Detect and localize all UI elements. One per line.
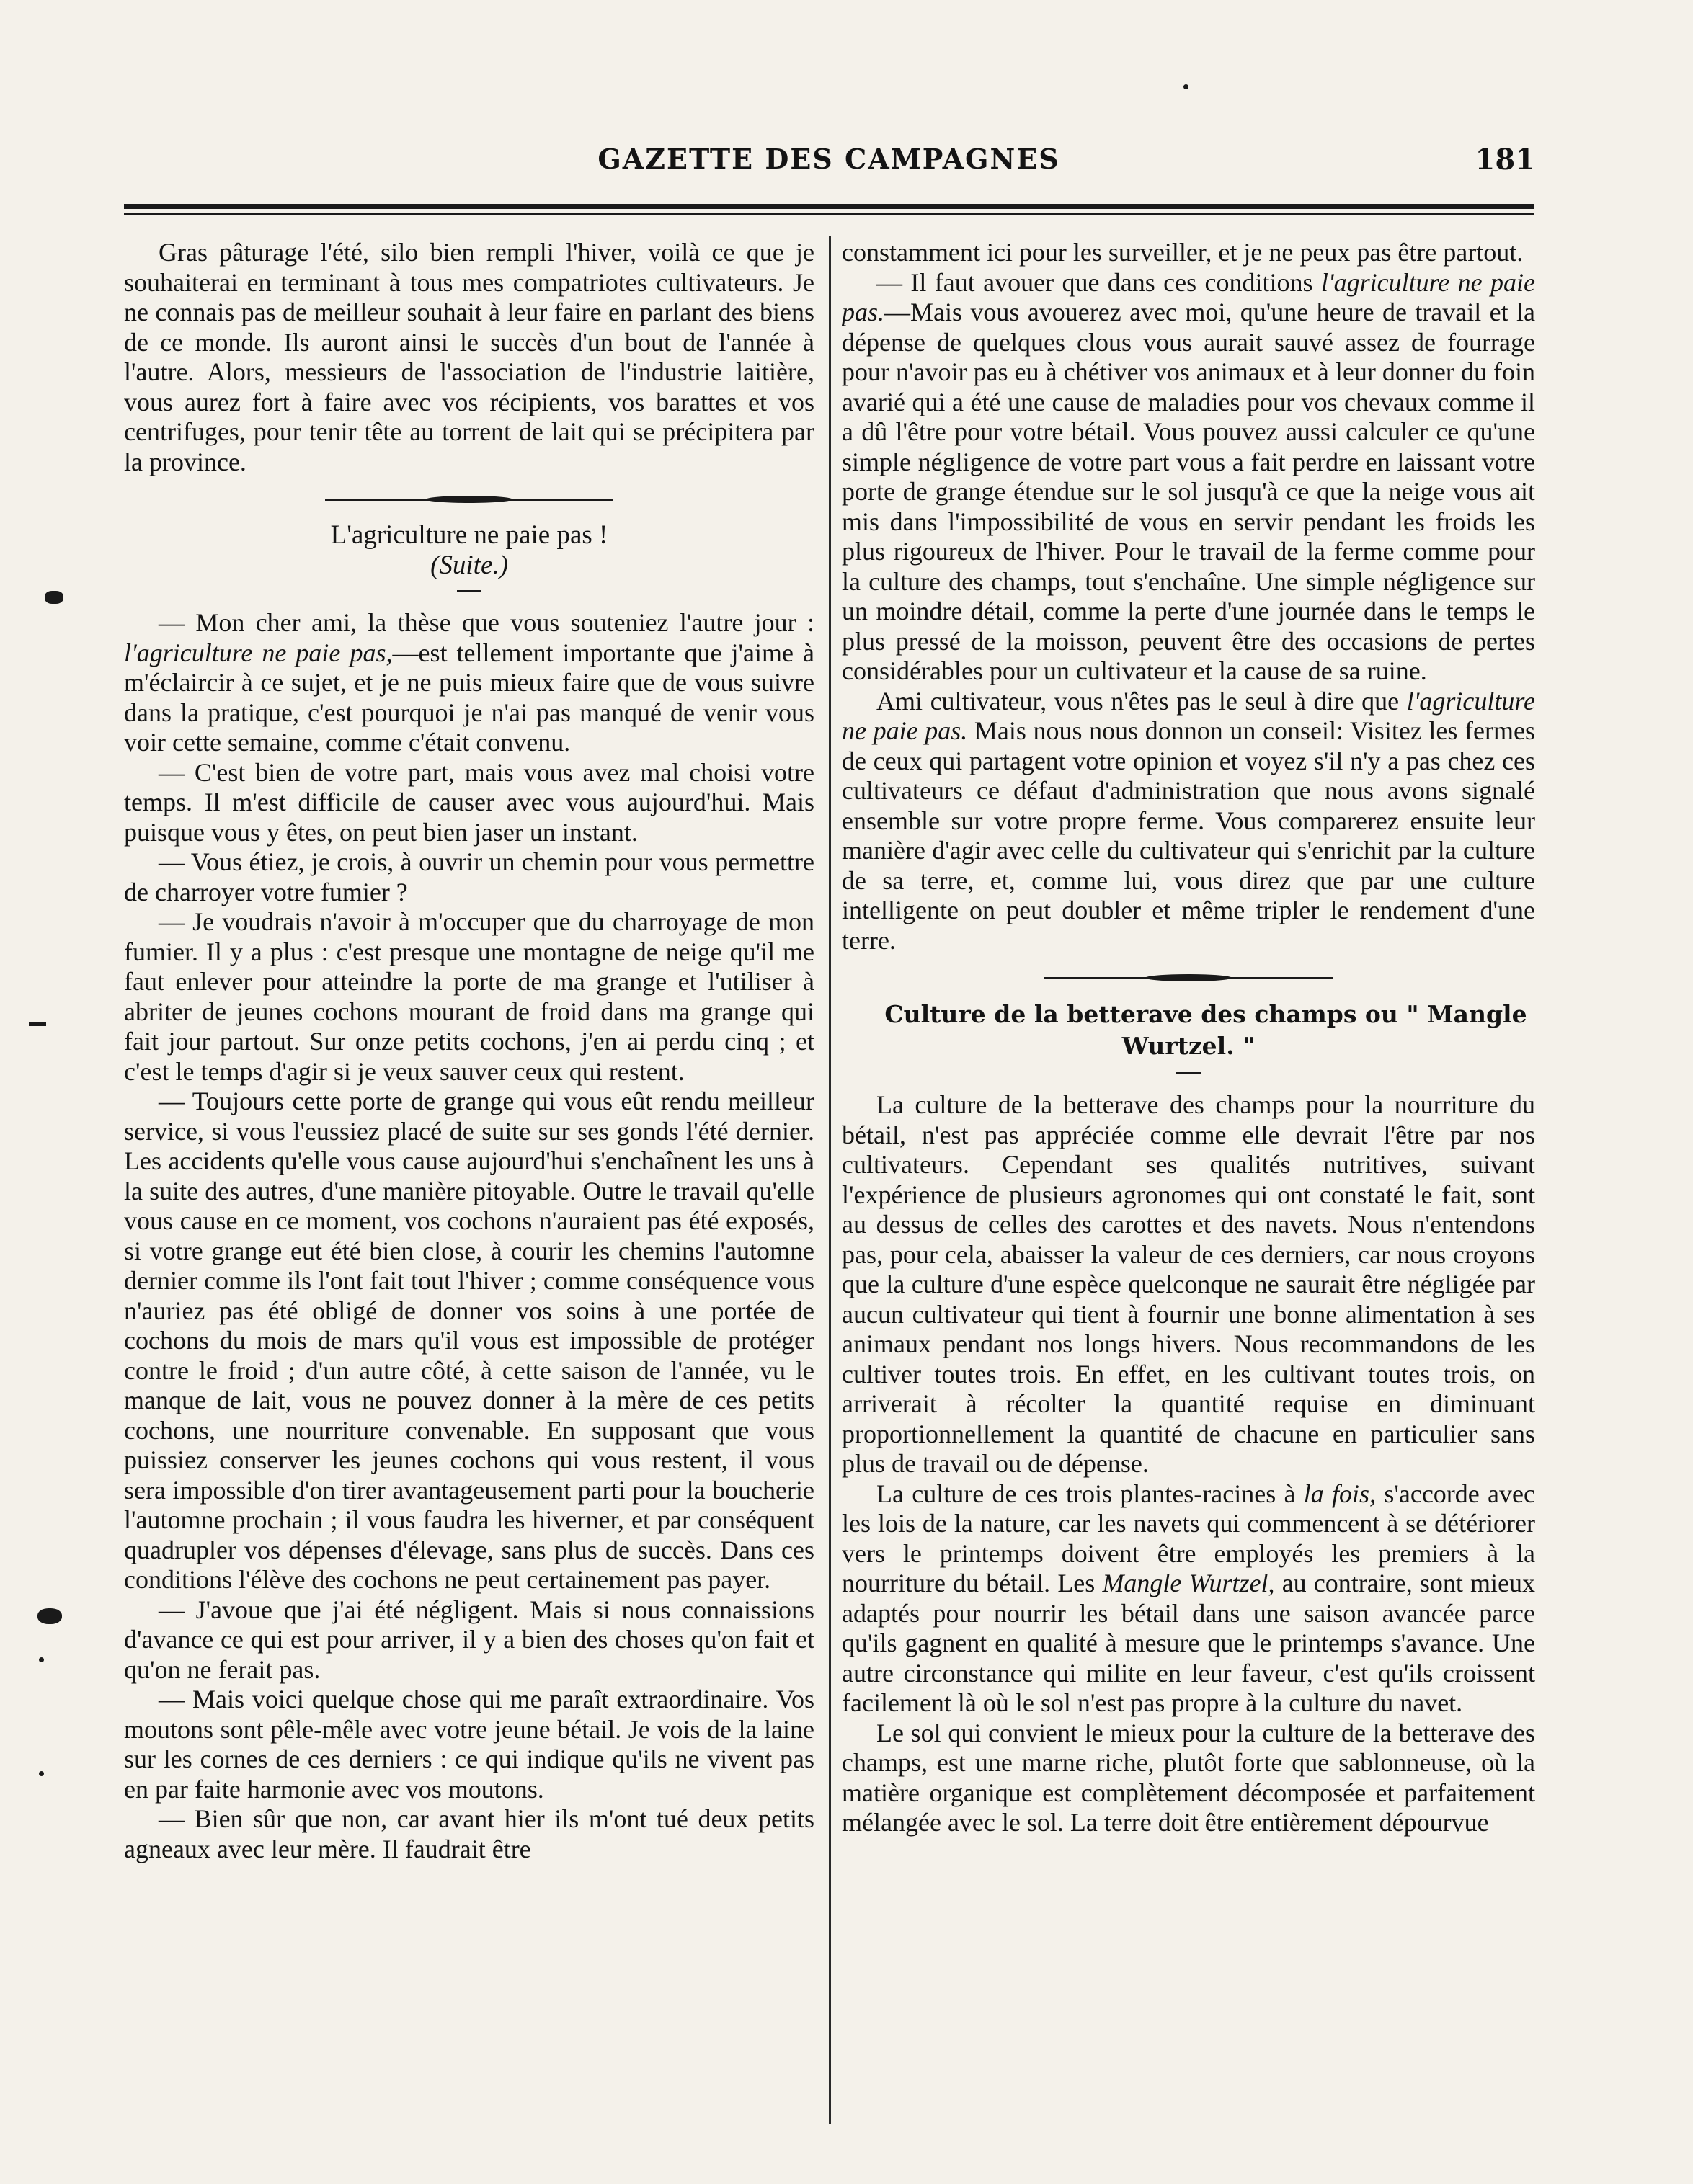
body-paragraph: [842, 1479, 1535, 1719]
section-heading: Culture de la betterave des champs ou " Mangle Wurtzel. ": [884, 1000, 1527, 1060]
italic-phrase: l'agriculture ne paie pas.: [842, 686, 1535, 745]
dialogue-paragraph: [124, 608, 814, 758]
article-subtitle: (Suite.): [430, 550, 508, 580]
italic-phrase: l'agriculture ne paie pas.: [842, 267, 1535, 326]
margin-mark: [29, 1022, 46, 1026]
short-rule: [1176, 1072, 1201, 1074]
text-run: s'accorde avec les lois de la nature, car les navets qui commencent à se détériorer vers le printemps doivent être employés les premiers à la nourriture du bétail. Les: [842, 1479, 1535, 1597]
text-run: La culture de ces trois plantes-racines à: [876, 1479, 1304, 1508]
margin-mark: [37, 1608, 62, 1624]
article-title: L'agriculture ne paie pas !: [330, 520, 608, 550]
left-column: [124, 238, 814, 2126]
italic-phrase: la fois,: [1303, 1479, 1377, 1508]
page-number: 181: [1475, 143, 1535, 177]
margin-mark: [39, 1657, 44, 1662]
dialogue-paragraph: — Mais voici quelque chose qui me paraît extraordinaire. Vos moutons sont pêle-mêle avec votre jeune bétail. Je vois de la laine sur les cornes de ces derniers : ce qui indique qu'ils ne vivent pas en par faite harmonie avec vos moutons.: [124, 1685, 814, 1804]
text-run: —Mais vous avouerez avec moi, qu'une heure de travail et la dépense de quelques clous vous aurait sauvé assez de fourrage pour n'avoir pas eu à chétiver vos animaux et à leur donner du foin avarié qui a été une cause de maladies pour vos chevaux comme il a dû l'être pour votre bétail. Vous pouvez aussi calculer ce qu'une simple négligence de votre part vous a fait perdre en laissant votre porte de grange étendue sur le sol jusqu'à ce que la neige vous ait mis dans l'impossibilité de vous en servir pendant les froids les plus rigoureux de l'hiver. Pour le travail de la ferme comme pour la culture des champs, tout s'enchaîne. Une simple négligence sur un moindre détail, comme la perte d'une journée dans le temps le plus pressé de la moisson, peuvent être des occasions de pertes considérables pour un cultivateur et la cause de sa ruine.: [842, 298, 1535, 685]
publication-title: GAZETTE DES CAMPAGNES: [597, 143, 1060, 175]
right-column: [842, 238, 1535, 2126]
margin-mark: [1183, 84, 1188, 89]
header-rule-thick: [124, 204, 1534, 209]
continued-paragraph: constamment ici pour les surveiller, et je ne peux pas être partout.: [842, 238, 1524, 267]
dialogue-paragraph: — Bien sûr que non, car avant hier ils m'ont tué deux petits agneaux avec leur mère. Il faudrait être: [124, 1804, 814, 1863]
dialogue-paragraph: — J'avoue que j'ai été négligent. Mais si nous connaissions d'avance ce qui est pour arriver, il y a bien des choses qu'on fait et qu'on ne ferait pas.: [124, 1595, 814, 1684]
dialogue-paragraph: — C'est bien de votre part, mais vous avez mal choisi votre temps. Il m'est difficile de causer avec vous aujourd'hui. Mais puisque vous y êtes, on peut bien jaser un instant.: [124, 757, 814, 847]
body-paragraph: Le sol qui convient le mieux pour la culture de la betterave des champs, est une marne riche, plutôt forte que sablonneuse, où la matière organique est complètement décomposée et parfaitement mélangée avec le sol. La terre doit être entièrement dépourvue: [842, 1718, 1535, 1837]
body-paragraph: [842, 687, 1535, 956]
italic-phrase: l'agriculture ne paie pas,: [124, 638, 393, 667]
section-ornament-rule: [1044, 974, 1333, 981]
text-run: —est tellement importante que j'aime à m'éclaircir à ce sujet, et je ne puis mieux faire que de vous suivre dans la pratique, c'est pourquoi je n'ai pas manqué de venir vous voir cette semaine, comme c'était convenu.: [124, 638, 814, 757]
header-rule-thin: [124, 213, 1534, 215]
section-ornament-rule: [325, 496, 613, 503]
short-rule: [457, 590, 481, 592]
text-run: au contraire, sont mieux adaptés pour nourrir les bétail dans une saison avancée parce qu'ils gagnent en qualité à mesure que le printemps s'avance. Une autre circonstance qui milite en leur faveur, c'est qu'ils croissent facilement là où le sol n'est pas propre à la culture du navet.: [842, 1569, 1535, 1717]
text-run: Ami cultivateur, vous n'êtes pas le seul à dire que: [876, 686, 1407, 716]
dialogue-paragraph: — Toujours cette porte de grange qui vous eût rendu meilleur service, si vous l'eussiez placé de suite sur ses gonds l'été dernier. Les accidents qu'elle vous cause aujourd'hui s'enchaînent les uns à la suite des autres, d'une manière pitoyable. Outre le travail qu'elle vous cause en ce moment, vos cochons n'auraient pas été exposés, si votre grange eut été bien close, à courir les chemins l'automne dernier comme ils l'ont fait tout l'hiver ; comme conséquence vous n'auriez pas été obligé de donner vos soins à une portée de cochons du mois de mars qu'il vous est impossible de protéger contre le froid ; d'un autre côté, à cette saison de l'année, vu le manque de lait, vous ne pouvez donner à la mère de ces petits cochons, une nourriture convenable. En supposant que vous puissiez conserver les jeunes cochons qui vous restent, il vous sera impossible d'on tirer avantageusement parti pour la boucherie l'automne prochain ; il vous faudra les hiverner, et par conséquent quadrupler vos dépenses d'élevage, sans plus de succès. Dans ces conditions l'élève des cochons ne peut certainement pas payer.: [124, 1087, 814, 1594]
running-header: [123, 143, 1535, 186]
margin-mark: [45, 591, 63, 604]
text-run: Mais nous nous donnon un conseil: Visitez les fermes de ceux qui partagent votre opinion et voyez s'il n'y a pas chez ces cultivateurs ce défaut d'administration que nous avons signalé ensemble sur votre propre ferme. Vous comparerez ensuite leur manière d'agir avec celle du cultivateur qui s'enrichit par la culture de sa terre, et, comme lui, vous direz que par une culture intelligente on peut doubler et même tripler le rendement d'une terre.: [842, 716, 1535, 955]
text-run: — Il faut avouer que dans ces conditions: [876, 267, 1321, 297]
dialogue-paragraph: [842, 268, 1535, 687]
italic-phrase: Mangle Wurtzel,: [1102, 1569, 1275, 1597]
column-divider: [829, 236, 831, 2124]
dialogue-paragraph: — Je voudrais n'avoir à m'occuper que du charroyage de mon fumier. Il y a plus : c'est presque une montagne de neige qu'il me faut enlever pour atteindre la porte de ma grange et l'utiliser à abriter de jeunes cochons mourant de froid dans ma grange qui fait jour partout. Sur onze petits cochons, j'en ai perdu cinq ; et c'est le temps d'agir si je veux sauver ceux qui restent.: [124, 907, 814, 1086]
text-run: — Mon cher ami, la thèse que vous souteniez l'autre jour :: [159, 608, 814, 637]
dialogue-paragraph: — Vous étiez, je crois, à ouvrir un chemin pour vous permettre de charroyer votre fumier ?: [124, 847, 814, 906]
margin-mark: [39, 1771, 44, 1776]
intro-paragraph: Gras pâturage l'été, silo bien rempli l'hiver, voilà ce que je souhaiterai en terminant à tous mes compatriotes cultivateurs. Je ne connais pas de meilleur souhait à leur faire en parlant des biens de ce monde. Ils auront ainsi le succès d'un bout de l'année à l'autre. Alors, messieurs de l'association de l'industrie laitière, vous aurez fort à faire avec vos récipients, vos barattes et vos centrifuges, pour tenir tête au torrent de lait qui se précipitera par la province.: [124, 238, 814, 476]
body-paragraph: La culture de la betterave des champs pour la nourriture du bétail, n'est pas appréciée comme elle devrait l'être par nos cultivateurs. Cependant ses qualités nutritives, suivant l'expérience de plusieurs agronomes qui ont constaté le fait, sont au dessus de celles des carottes et des navets. Nous n'entendons pas, pour cela, abaisser la valeur de ces derniers, car nous croyons que la culture d'une espèce quelconque ne saurait être négligée par aucun cultivateur qui tient à fournir une bonne alimentation à ses animaux pendant nos longs hivers. Nous recommandons de les cultiver toutes trois. En effet, en les cultivant toutes trois, on arriverait à récolter la quantité requise en diminuant proportionnellement la quantité de chacune en particulier sans plus de travail ou de dépense.: [842, 1090, 1535, 1478]
